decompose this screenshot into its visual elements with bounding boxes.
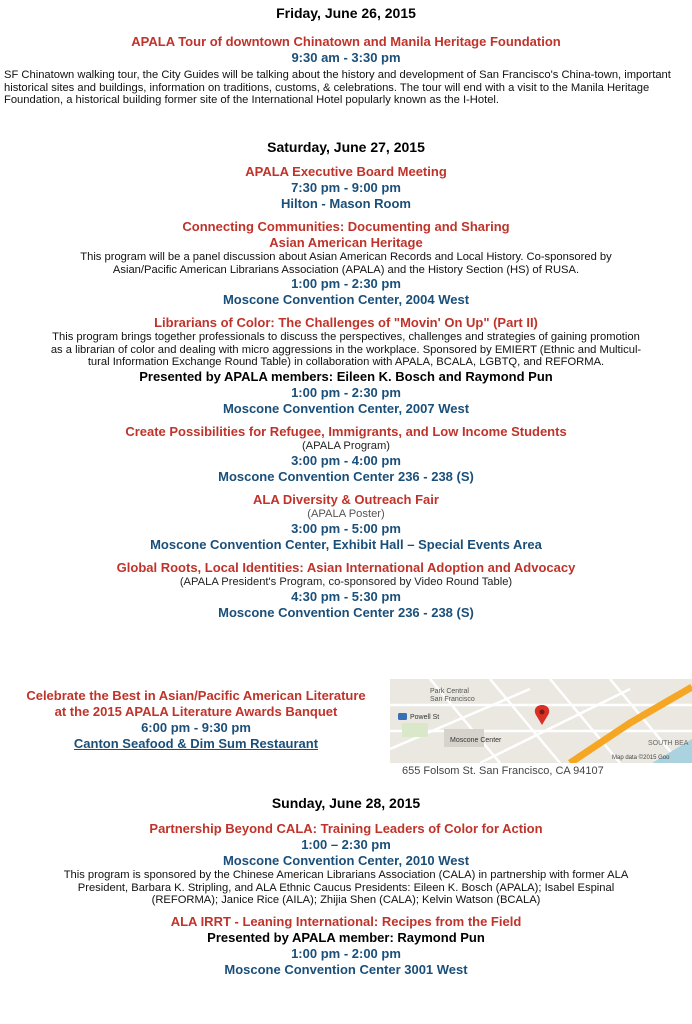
event-time: 1:00 pm - 2:00 pm bbox=[291, 945, 401, 961]
event-location: Moscone Convention Center, 2010 West bbox=[222, 853, 470, 868]
event-description: President, Barbara K. Stripling, and ALA Ethnic Caucus Presidents: Eileen K. Bosch (APALA); Isabel Espinal bbox=[77, 881, 615, 894]
event-time: 1:00 – 2:30 pm bbox=[301, 837, 391, 852]
banquet-venue-link[interactable]: Canton Seafood & Dim Sum Restaurant bbox=[73, 736, 319, 751]
event-location: Moscone Convention Center 236 - 238 (S) bbox=[218, 604, 474, 620]
map-label-south: SOUTH BEA bbox=[648, 740, 689, 747]
banquet-time: 6:00 pm - 9:30 pm bbox=[141, 720, 251, 735]
metro-icon bbox=[398, 713, 407, 720]
banquet-title: Celebrate the Best in Asian/Pacific American Literature bbox=[26, 688, 366, 703]
map-label-park2: San Francisco bbox=[430, 696, 475, 703]
event-time: 7:30 pm - 9:00 pm bbox=[291, 180, 401, 195]
event-title: ALA Diversity & Outreach Fair bbox=[253, 491, 439, 507]
event-description: Asian/Pacific American Librarians Association (APALA) and the History Section (HS) of RUSA. bbox=[112, 263, 580, 276]
event-location: Moscone Convention Center 236 - 238 (S) bbox=[218, 468, 474, 484]
event-presenter: Presented by APALA member: Raymond Pun bbox=[207, 929, 485, 945]
map-label-moscone: Moscone Center bbox=[450, 737, 502, 744]
event-block bbox=[0, 315, 692, 417]
event-description: (REFORMA); Janice Rice (AILA); Zhijia Shen (CALA); Kelvin Watson (BCALA) bbox=[151, 894, 541, 907]
day-heading: Saturday, June 27, 2015 bbox=[267, 139, 425, 155]
event-location: Moscone Convention Center, Exhibit Hall – Special Events Area bbox=[150, 536, 542, 552]
event-block bbox=[0, 492, 692, 553]
event-block bbox=[0, 219, 692, 308]
event-time: 1:00 pm - 2:30 pm bbox=[291, 384, 401, 400]
saturday-section bbox=[0, 138, 692, 628]
event-title: APALA Tour of downtown Chinatown and Manila Heritage Foundation bbox=[131, 34, 561, 49]
event-block bbox=[0, 424, 692, 485]
event-note: (APALA President's Program, co-sponsored by Video Round Table) bbox=[179, 575, 513, 588]
event-time: 3:00 pm - 5:00 pm bbox=[291, 520, 401, 536]
event-presenter: Presented by APALA members: Eileen K. Bosch and Raymond Pun bbox=[139, 368, 553, 384]
event-title: APALA Executive Board Meeting bbox=[245, 164, 447, 179]
event-location: Hilton - Mason Room bbox=[281, 196, 411, 211]
event-note: (APALA Program) bbox=[301, 439, 391, 452]
banquet-section bbox=[6, 688, 386, 752]
event-title: Librarians of Color: The Challenges of "Movin' On Up" (Part II) bbox=[154, 315, 538, 331]
event-title: Partnership Beyond CALA: Training Leaders of Color for Action bbox=[149, 821, 543, 836]
event-description: tural Information Exchange Round Table) in collaboration with APALA, BCALA, LGBTQ, and REFORMA. bbox=[87, 356, 605, 369]
banquet-title-line2: at the 2015 APALA Literature Awards Banquet bbox=[54, 704, 338, 719]
event-time: 3:00 pm - 4:00 pm bbox=[291, 452, 401, 468]
day-heading: Friday, June 26, 2015 bbox=[276, 5, 416, 21]
event-description: SF Chinatown walking tour, the City Guides will be talking about the history and development of San Francisco's China-town, important historical sites and buildings, information on traditions, customs, & celebrations. The tour will end with a visit to the Manila Heritage Foundation, a historical building former site of the International Hotel popularly known as the I-Hotel. bbox=[4, 69, 671, 107]
event-location: Moscone Convention Center, 2007 West bbox=[222, 400, 470, 416]
event-time: 9:30 am - 3:30 pm bbox=[291, 50, 401, 65]
friday-section bbox=[0, 4, 692, 107]
event-description: This program is sponsored by the Chinese American Librarians Association (CALA) in partnership with former ALA bbox=[63, 869, 629, 881]
event-title: Global Roots, Local Identities: Asian International Adoption and Advocacy bbox=[116, 559, 576, 575]
event-block bbox=[0, 914, 692, 978]
event-note: (APALA Poster) bbox=[307, 507, 385, 520]
map-graphic bbox=[390, 679, 692, 763]
event-description: This program will be a panel discussion about Asian American Records and Local History. Co-sponsored by bbox=[80, 251, 612, 263]
event-title-line2: Asian American Heritage bbox=[269, 235, 423, 250]
event-description: as a librarian of color and dealing with micro aggressions in the workplace. Sponsored by EMIERT (Ethnic and Multicul- bbox=[50, 343, 642, 356]
event-location: Moscone Convention Center 3001 West bbox=[224, 961, 468, 977]
event-block bbox=[0, 821, 692, 907]
map-label-powell: Powell St bbox=[410, 714, 440, 721]
event-block bbox=[0, 164, 692, 212]
sunday-section bbox=[0, 794, 692, 985]
event-time: 4:30 pm - 5:30 pm bbox=[291, 588, 401, 604]
day-heading: Sunday, June 28, 2015 bbox=[271, 795, 421, 811]
map-image[interactable] bbox=[390, 679, 692, 763]
event-title: Create Possibilities for Refugee, Immigrants, and Low Income Students bbox=[125, 423, 567, 439]
event-time: 1:00 pm - 2:30 pm bbox=[291, 276, 401, 292]
map-label-park: Park Central bbox=[430, 688, 469, 695]
event-title: Connecting Communities: Documenting and Sharing bbox=[182, 219, 510, 234]
map-credit: Map data ©2015 Goo bbox=[612, 755, 670, 761]
map-address: 655 Folsom St. San Francisco, CA 94107 bbox=[402, 765, 604, 777]
event-title: ALA IRRT - Leaning International: Recipes from the Field bbox=[170, 913, 522, 929]
event-block bbox=[0, 560, 692, 621]
map-section bbox=[390, 679, 692, 777]
event-location: Moscone Convention Center, 2004 West bbox=[222, 292, 470, 308]
event-description: This program brings together professionals to discuss the perspectives, challenges and strategies of gaining promotion bbox=[52, 331, 640, 344]
